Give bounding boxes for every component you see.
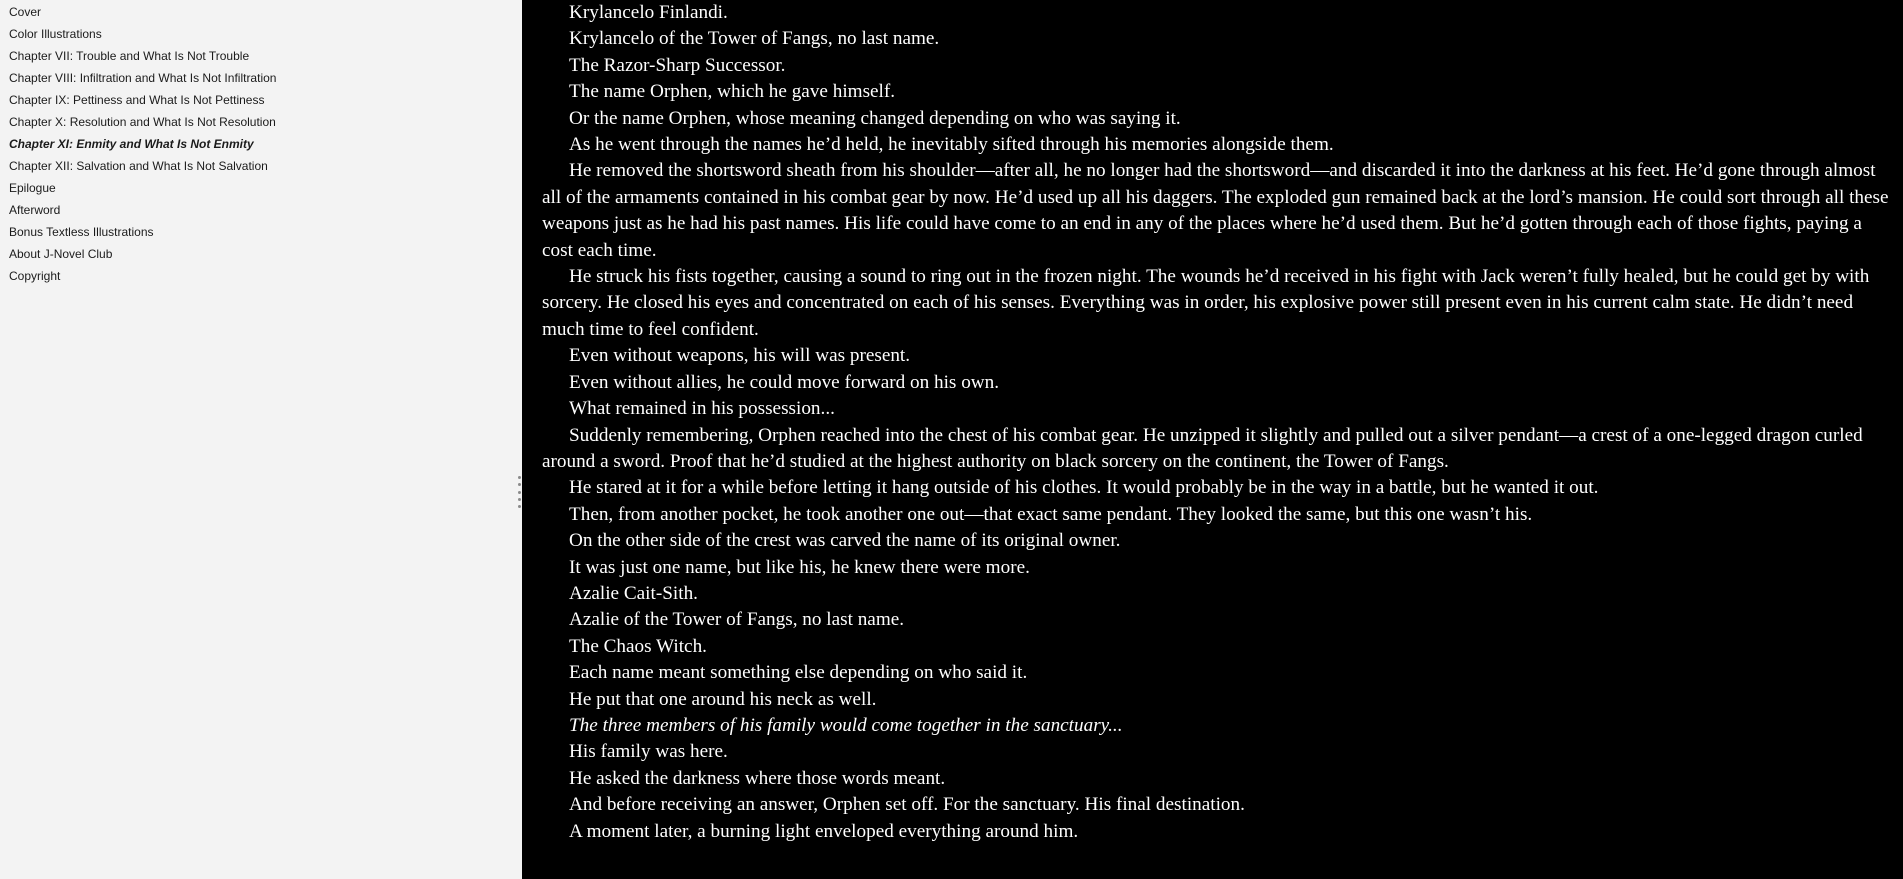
book-paragraph: Krylancelo of the Tower of Fangs, no last name. <box>569 28 940 50</box>
book-paragraph: He struck his fists together, causing a sound to ring out in the frozen night. The wounds he’d received in his fight with Jack weren’t fully healed, but he could get by with sorcery. He closed his eyes and concentrated on each of his senses. Everything was in order, his explosive power still present even in his current calm state. He didn’t need much time to feel confident. <box>542 266 1870 340</box>
toc-item[interactable]: Chapter IX: Pettiness and What Is Not Pettiness <box>9 93 265 107</box>
toc-item[interactable]: Chapter X: Resolution and What Is Not Resolution <box>9 115 276 129</box>
grip-dot-icon <box>518 498 521 501</box>
table-of-contents-sidebar <box>0 0 522 879</box>
book-paragraph: He asked the darkness where those words meant. <box>569 767 946 789</box>
toc-item[interactable]: Chapter VII: Trouble and What Is Not Trouble <box>9 49 250 63</box>
book-paragraph: Krylancelo Finlandi. <box>569 2 728 23</box>
grip-dot-icon <box>518 483 521 486</box>
book-paragraph: Suddenly remembering, Orphen reached into the chest of his combat gear. He unzipped it slightly and pulled out a silver pendant—a crest of a one-legged dragon curled around a sword. Proof that he’d studied at the highest authority on black sorcery on the continent, the Tower of Fangs. <box>542 424 1863 472</box>
book-paragraph: He stared at it for a while before letting it hang outside of his clothes. It would probably be in the way in a battle, but he wanted it out. <box>569 477 1599 499</box>
book-paragraph: On the other side of the crest was carved the name of its original owner. <box>569 530 1121 552</box>
book-paragraph: Azalie of the Tower of Fangs, no last name. <box>569 609 905 631</box>
grip-dot-icon <box>518 476 521 479</box>
reading-pane[interactable] <box>522 0 1903 879</box>
book-paragraph: And before receiving an answer, Orphen set off. For the sanctuary. His final destination. <box>569 794 1245 816</box>
book-paragraph: The three members of his family would come together in the sanctuary... <box>569 714 1123 736</box>
toc-item[interactable]: Copyright <box>9 269 61 283</box>
toc-item[interactable]: Chapter XII: Salvation and What Is Not Salvation <box>9 159 268 173</box>
toc-item[interactable]: Color Illustrations <box>9 27 102 41</box>
book-paragraph: He removed the shortsword sheath from his shoulder—after all, he no longer had the shortsword—and discarded it into the darkness at his feet. He’d gone through almost all of the armaments contained in his combat gear by now. He’d used up all his daggers. The exploded gun remained back at the lord’s mansion. He could sort through all these weapons just as he had his past names. His life could have come to an end in any of the places where he’d used them. But he’d gotten through each of those fights, paying a cost each time. <box>542 160 1889 261</box>
toc-item[interactable]: About J-Novel Club <box>9 247 113 261</box>
toc-item[interactable]: Chapter VIII: Infiltration and What Is Not Infiltration <box>9 71 277 85</box>
book-paragraph: Even without weapons, his will was present. <box>569 345 911 367</box>
book-paragraph: Or the name Orphen, whose meaning changed depending on who was saying it. <box>569 107 1181 129</box>
book-paragraph: The name Orphen, which he gave himself. <box>569 81 896 103</box>
book-paragraph: Then, from another pocket, he took another one out—that exact same pendant. They looked the same, but this one wasn’t his. <box>569 503 1533 525</box>
book-paragraph: His family was here. <box>569 741 728 763</box>
grip-dot-icon <box>518 505 521 508</box>
toc-item[interactable]: Chapter XI: Enmity and What Is Not Enmity <box>9 137 254 151</box>
toc-item[interactable]: Afterword <box>9 203 61 217</box>
book-paragraph: As he went through the names he’d held, he inevitably sifted through his memories alongside them. <box>569 134 1334 156</box>
book-paragraph: Even without allies, he could move forward on his own. <box>569 371 1000 393</box>
book-paragraph: Each name meant something else depending on who said it. <box>569 662 1028 684</box>
toc-item[interactable]: Cover <box>9 5 42 19</box>
toc-item[interactable]: Bonus Textless Illustrations <box>9 225 154 239</box>
toc-item[interactable]: Epilogue <box>9 181 56 195</box>
grip-dot-icon <box>518 491 521 494</box>
book-paragraph: Azalie Cait-Sith. <box>569 582 698 604</box>
book-paragraph: The Chaos Witch. <box>569 635 707 657</box>
book-paragraph: He put that one around his neck as well. <box>569 688 877 710</box>
book-paragraph: A moment later, a burning light enveloped everything around him. <box>569 820 1079 842</box>
book-paragraph: The Razor-Sharp Successor. <box>569 54 786 76</box>
sidebar-resize-handle[interactable] <box>516 476 522 508</box>
book-paragraph: What remained in his possession... <box>569 398 835 420</box>
book-paragraph: It was just one name, but like his, he knew there were more. <box>569 556 1030 578</box>
